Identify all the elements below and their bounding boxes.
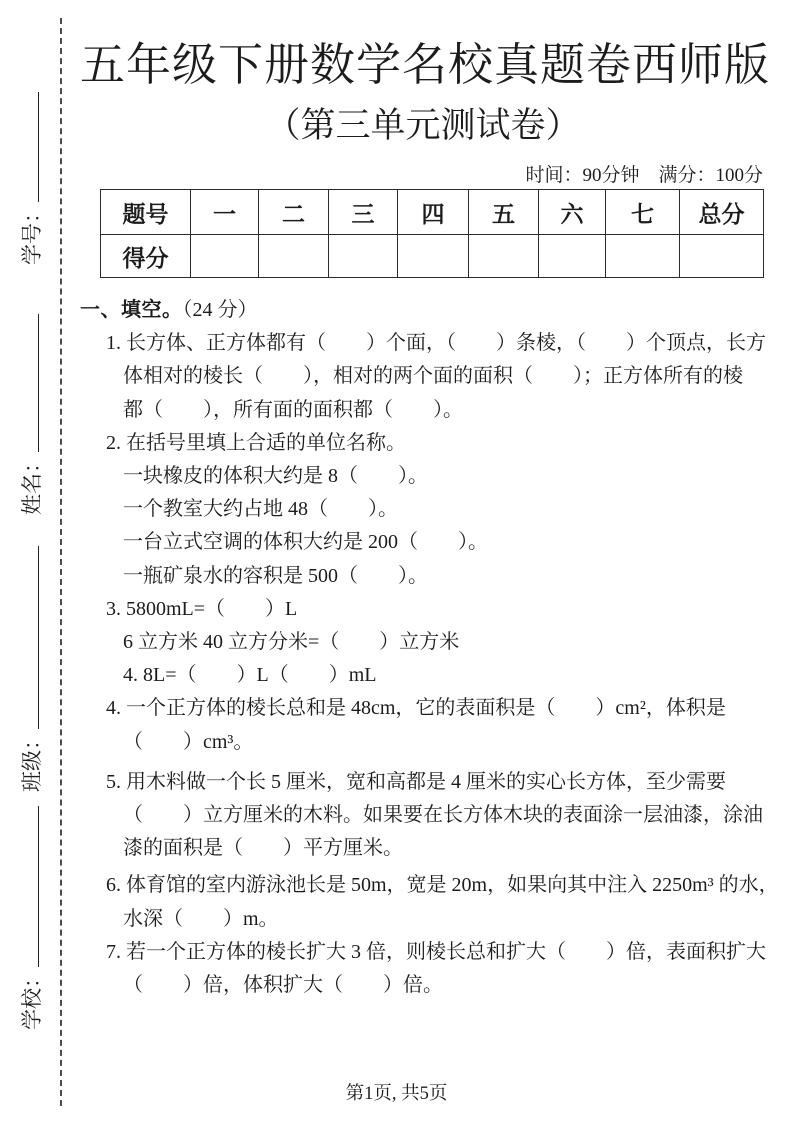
question-5-line: 漆的面积是（ ）平方厘米。 [123,837,403,860]
score-empty-cell [606,235,680,278]
question-3-line: 4. 8L=（ ）L（ ）mL [123,664,377,687]
student-name-label: 姓名： [20,452,44,515]
student-id-blank-line [34,92,39,202]
section-one-heading-label: 一、填空。 [80,299,183,321]
score-table-value-row [101,235,764,278]
student-id-field [16,88,44,265]
question-2-line: 2. 在括号里填上合适的单位名称。 [106,431,406,454]
question-3-line: 3. 5800mL=（ ）L [106,597,298,620]
student-name-blank-line [34,314,39,452]
score-table-header-cell: 六 [539,190,606,235]
score-empty-cell [539,235,606,278]
score-row-label: 得分 [101,235,191,278]
score-empty-cell [469,235,539,278]
question-6-line: 水深（ ）m。 [123,907,279,930]
question-7-line: （ ）倍，体积扩大（ ）倍。 [123,974,443,997]
score-table [100,189,764,278]
question-5-line: 5. 用木料做一个长 5 厘米，宽和高都是 4 厘米的实心长方体，至少需要 [106,770,726,793]
score-table-header-cell: 题号 [101,190,191,235]
exam-time-score-meta: 时间：90分钟 满分：100分 [525,165,763,186]
question-2-line: 一块橡皮的体积大约是 8（ ）。 [123,465,428,488]
score-table-header-cell: 一 [191,190,259,235]
student-class-field [16,542,44,792]
question-4-line: （ ）cm³。 [123,730,254,753]
question-1-line: 体相对的棱长（ ），相对的两个面的面积（ ）；正方体所有的棱 [123,365,743,388]
score-empty-cell [259,235,329,278]
question-7-line: 7. 若一个正方体的棱长扩大 3 倍，则棱长总和扩大（ ）倍，表面积扩大 [106,940,766,963]
student-id-label: 学号： [20,202,44,265]
score-table-header-cell: 三 [329,190,398,235]
score-empty-cell [398,235,469,278]
section-one-fill-in-blanks [80,294,779,1002]
score-empty-cell [191,235,259,278]
student-name-field [16,310,44,515]
question-2-line: 一台立式空调的体积大约是 200（ ）。 [123,531,488,554]
section-one-heading-score: （24 分） [182,299,258,321]
score-table-header-row [101,190,764,235]
student-school-field [16,802,44,1030]
score-table-header-cell: 四 [398,190,469,235]
score-empty-cell [680,235,764,278]
question-1-line: 1. 长方体、正方体都有（ ）个面，（ ）条棱，（ ）个顶点，长方 [106,332,766,355]
section-one-heading [80,294,775,327]
question-6-line: 6. 体育馆的室内游泳池长是 50m，宽是 20m，如果向其中注入 2250m³ 的水， [106,874,779,897]
question-2-line: 一瓶矿泉水的容积是 500（ ）。 [123,564,428,587]
student-class-blank-line [34,546,39,729]
question-5-line: （ ）立方厘米的木料。如果要在长方体木块的表面涂一层油漆，涂油 [123,804,763,827]
score-table-header-cell: 二 [259,190,329,235]
score-table-header-cell: 七 [606,190,680,235]
score-table-header-cell: 五 [469,190,539,235]
student-school-label: 学校： [20,967,44,1030]
paper-subtitle: （第三单元测试卷） [265,106,581,145]
paper-title: 五年级下册数学名校真题卷西师版 [80,40,771,90]
question-2-line: 一个教室大约占地 48（ ）。 [123,498,398,521]
question-3-line: 6 立方米 40 立方分米=（ ）立方米 [123,631,460,654]
score-table-header-cell: 总分 [680,190,764,235]
page-number-indicator: 第1页, 共5页 [345,1084,448,1104]
question-1-line: 都（ ），所有面的面积都（ ）。 [123,398,463,421]
question-4-line: 4. 一个正方体的棱长总和是 48cm，它的表面积是（ ）cm²，体积是 [106,697,726,720]
score-empty-cell [329,235,398,278]
student-class-label: 班级： [20,729,44,792]
student-school-blank-line [34,806,39,967]
fold-dashed-line [60,18,62,1106]
